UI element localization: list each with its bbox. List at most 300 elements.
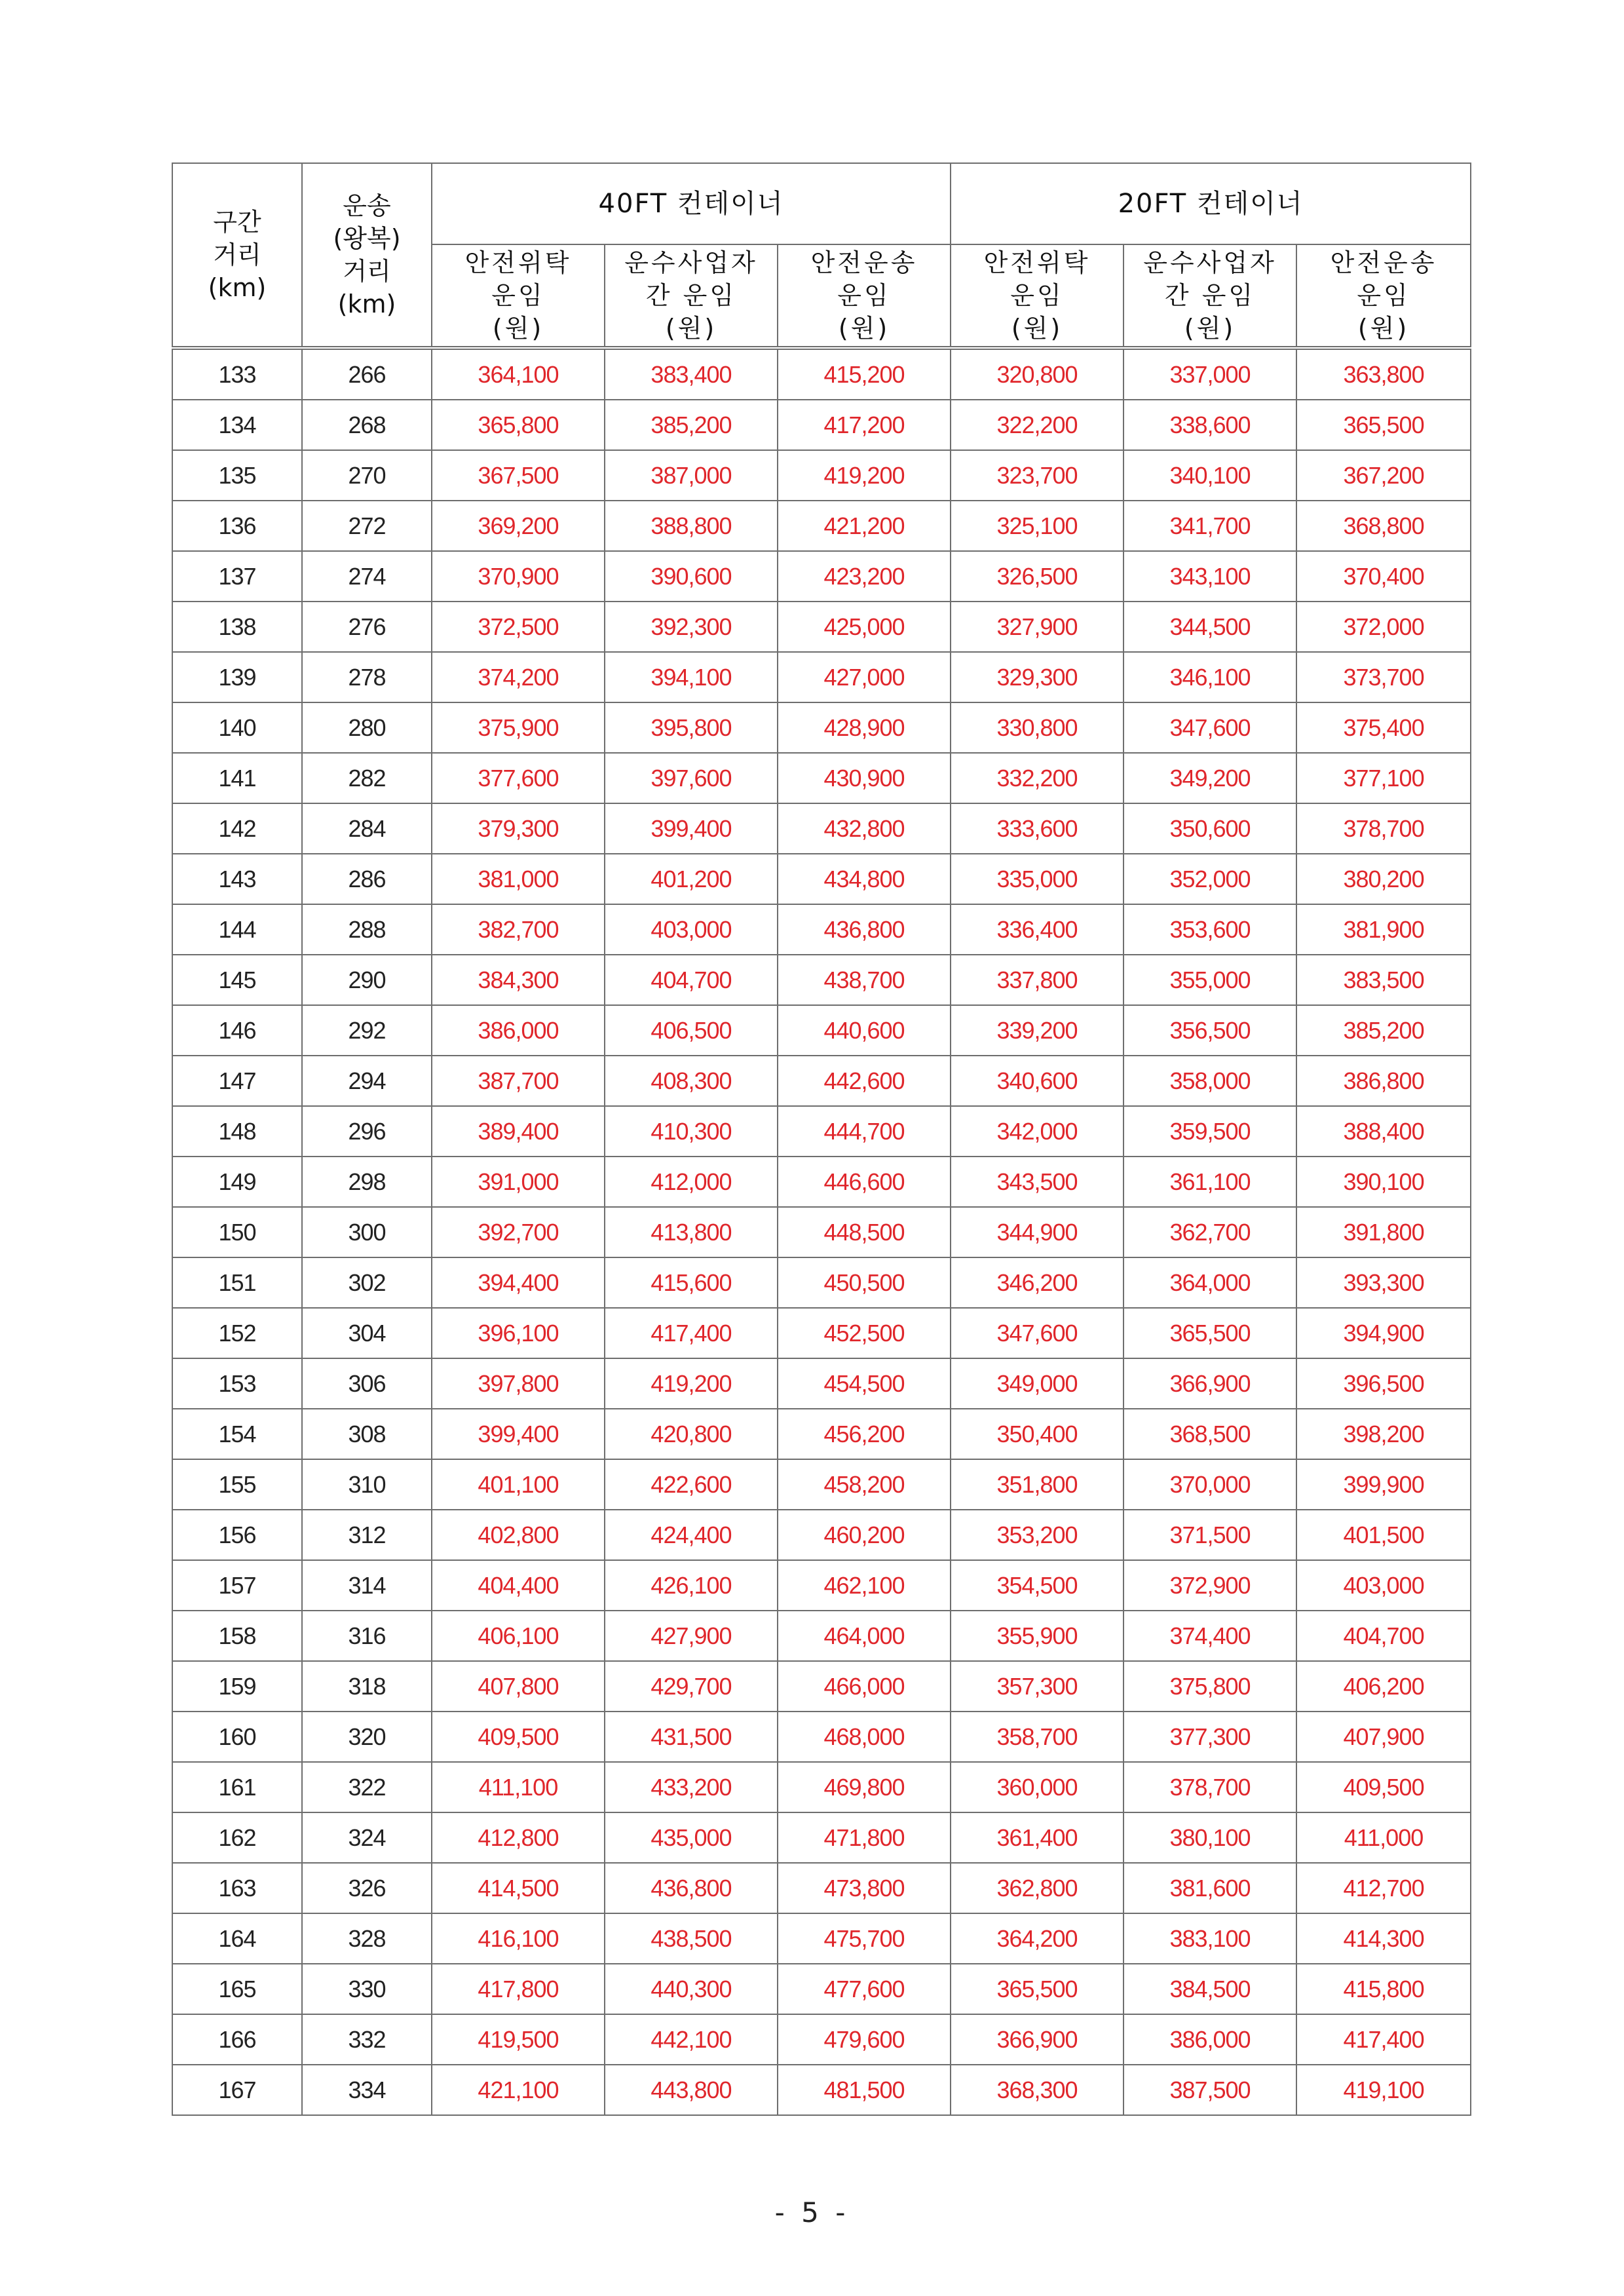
fee-40ft-safe-consignment-cell: 384,300	[432, 955, 605, 1005]
fee-40ft-safe-transport-cell: 450,500	[778, 1257, 951, 1308]
table-row	[172, 1207, 1471, 1257]
section-distance-cell: 157	[172, 1560, 302, 1611]
fee-40ft-inter-carrier-cell: 401,200	[605, 854, 778, 904]
fee-40ft-safe-consignment-cell: 412,800	[432, 1812, 605, 1863]
section-distance-cell: 154	[172, 1409, 302, 1459]
fee-20ft-safe-consignment-cell: 347,600	[951, 1308, 1124, 1358]
fee-20ft-safe-transport-cell: 394,900	[1296, 1308, 1471, 1358]
transport-distance-cell: 310	[302, 1459, 432, 1510]
fee-40ft-safe-transport-cell: 423,200	[778, 551, 951, 602]
fee-20ft-safe-transport-cell: 407,900	[1296, 1712, 1471, 1762]
table-row	[172, 1913, 1471, 1964]
fee-40ft-inter-carrier-cell: 395,800	[605, 702, 778, 753]
section-distance-cell: 164	[172, 1913, 302, 1964]
table-row	[172, 1005, 1471, 1056]
transport-distance-cell: 314	[302, 1560, 432, 1611]
transport-distance-cell: 286	[302, 854, 432, 904]
fee-40ft-safe-transport-cell: 456,200	[778, 1409, 951, 1459]
transport-distance-cell: 308	[302, 1409, 432, 1459]
section-distance-cell: 161	[172, 1762, 302, 1812]
table-row	[172, 1106, 1471, 1157]
transport-distance-cell: 302	[302, 1257, 432, 1308]
fee-20ft-inter-carrier-cell: 350,600	[1124, 803, 1296, 854]
fee-40ft-inter-carrier-cell: 435,000	[605, 1812, 778, 1863]
fee-40ft-safe-transport-cell: 442,600	[778, 1056, 951, 1106]
fee-40ft-safe-transport-cell: 430,900	[778, 753, 951, 803]
fee-40ft-safe-transport-cell: 452,500	[778, 1308, 951, 1358]
fee-20ft-safe-transport-cell: 377,100	[1296, 753, 1471, 803]
fee-20ft-inter-carrier-cell: 374,400	[1124, 1611, 1296, 1661]
fee-40ft-safe-consignment-cell: 407,800	[432, 1661, 605, 1712]
transport-distance-cell: 330	[302, 1964, 432, 2014]
fee-20ft-inter-carrier-cell: 338,600	[1124, 400, 1296, 450]
fee-40ft-inter-carrier-cell: 443,800	[605, 2065, 778, 2115]
section-distance-cell: 134	[172, 400, 302, 450]
table-row	[172, 1358, 1471, 1409]
fee-40ft-safe-consignment-cell: 404,400	[432, 1560, 605, 1611]
fee-20ft-safe-transport-cell: 365,500	[1296, 400, 1471, 450]
fee-20ft-safe-consignment-cell: 362,800	[951, 1863, 1124, 1913]
section-distance-cell: 155	[172, 1459, 302, 1510]
fee-20ft-safe-consignment-cell: 333,600	[951, 803, 1124, 854]
section-distance-cell: 147	[172, 1056, 302, 1106]
fee-20ft-safe-consignment-cell: 365,500	[951, 1964, 1124, 2014]
fee-40ft-safe-consignment-cell: 370,900	[432, 551, 605, 602]
section-distance-cell: 156	[172, 1510, 302, 1560]
transport-distance-cell: 270	[302, 450, 432, 501]
fee-40ft-inter-carrier-cell: 417,400	[605, 1308, 778, 1358]
fee-40ft-safe-transport-cell: 462,100	[778, 1560, 951, 1611]
header-20ft-safe-transport-fare: 안전운송 운임 (원)	[1296, 244, 1471, 348]
fee-20ft-safe-consignment-cell: 335,000	[951, 854, 1124, 904]
fee-20ft-safe-transport-cell: 419,100	[1296, 2065, 1471, 2115]
table-row	[172, 955, 1471, 1005]
transport-distance-cell: 266	[302, 348, 432, 400]
header-40ft-safe-transport-fare: 안전운송 운임 (원)	[778, 244, 951, 348]
transport-distance-cell: 292	[302, 1005, 432, 1056]
fee-20ft-safe-consignment-cell: 343,500	[951, 1157, 1124, 1207]
table-body	[172, 348, 1471, 2115]
transport-distance-cell: 334	[302, 2065, 432, 2115]
fee-40ft-safe-consignment-cell: 389,400	[432, 1106, 605, 1157]
transport-distance-cell: 306	[302, 1358, 432, 1409]
fee-40ft-safe-consignment-cell: 397,800	[432, 1358, 605, 1409]
fee-40ft-safe-transport-cell: 458,200	[778, 1459, 951, 1510]
fee-20ft-safe-consignment-cell: 344,900	[951, 1207, 1124, 1257]
fee-20ft-inter-carrier-cell: 344,500	[1124, 602, 1296, 652]
fee-40ft-safe-transport-cell: 425,000	[778, 602, 951, 652]
fee-20ft-inter-carrier-cell: 340,100	[1124, 450, 1296, 501]
fee-20ft-safe-transport-cell: 412,700	[1296, 1863, 1471, 1913]
section-distance-cell: 143	[172, 854, 302, 904]
transport-distance-cell: 324	[302, 1812, 432, 1863]
table-row	[172, 753, 1471, 803]
fee-40ft-inter-carrier-cell: 431,500	[605, 1712, 778, 1762]
fee-20ft-safe-consignment-cell: 340,600	[951, 1056, 1124, 1106]
fee-40ft-safe-consignment-cell: 399,400	[432, 1409, 605, 1459]
header-section-distance: 구간 거리 (km)	[172, 163, 302, 348]
fee-20ft-safe-consignment-cell: 342,000	[951, 1106, 1124, 1157]
fee-40ft-safe-consignment-cell: 391,000	[432, 1157, 605, 1207]
fee-40ft-inter-carrier-cell: 420,800	[605, 1409, 778, 1459]
fee-40ft-inter-carrier-cell: 429,700	[605, 1661, 778, 1712]
fee-20ft-inter-carrier-cell: 347,600	[1124, 702, 1296, 753]
section-distance-cell: 151	[172, 1257, 302, 1308]
header-group-40ft: 40FT 컨테이너	[432, 163, 951, 244]
fee-40ft-safe-consignment-cell: 375,900	[432, 702, 605, 753]
fee-20ft-safe-transport-cell: 414,300	[1296, 1913, 1471, 1964]
fee-20ft-safe-transport-cell: 381,900	[1296, 904, 1471, 955]
fee-40ft-inter-carrier-cell: 426,100	[605, 1560, 778, 1611]
fee-40ft-safe-consignment-cell: 379,300	[432, 803, 605, 854]
table-row	[172, 551, 1471, 602]
fee-40ft-safe-consignment-cell: 367,500	[432, 450, 605, 501]
fee-40ft-safe-transport-cell: 479,600	[778, 2014, 951, 2065]
fee-20ft-safe-transport-cell: 415,800	[1296, 1964, 1471, 2014]
fee-20ft-inter-carrier-cell: 355,000	[1124, 955, 1296, 1005]
fee-20ft-safe-transport-cell: 417,400	[1296, 2014, 1471, 2065]
fee-40ft-safe-consignment-cell: 377,600	[432, 753, 605, 803]
fee-40ft-inter-carrier-cell: 399,400	[605, 803, 778, 854]
fee-40ft-safe-transport-cell: 475,700	[778, 1913, 951, 1964]
section-distance-cell: 167	[172, 2065, 302, 2115]
fee-40ft-inter-carrier-cell: 424,400	[605, 1510, 778, 1560]
table-row	[172, 1257, 1471, 1308]
fee-40ft-inter-carrier-cell: 387,000	[605, 450, 778, 501]
table-row	[172, 1459, 1471, 1510]
fee-20ft-inter-carrier-cell: 384,500	[1124, 1964, 1296, 2014]
fee-20ft-safe-consignment-cell: 322,200	[951, 400, 1124, 450]
fee-20ft-inter-carrier-cell: 366,900	[1124, 1358, 1296, 1409]
section-distance-cell: 153	[172, 1358, 302, 1409]
section-distance-cell: 140	[172, 702, 302, 753]
fee-20ft-safe-consignment-cell: 361,400	[951, 1812, 1124, 1863]
fee-20ft-safe-consignment-cell: 332,200	[951, 753, 1124, 803]
fee-20ft-safe-consignment-cell: 368,300	[951, 2065, 1124, 2115]
section-distance-cell: 149	[172, 1157, 302, 1207]
fee-20ft-safe-consignment-cell: 355,900	[951, 1611, 1124, 1661]
table-row	[172, 1712, 1471, 1762]
fee-20ft-safe-consignment-cell: 353,200	[951, 1510, 1124, 1560]
fee-20ft-safe-transport-cell: 399,900	[1296, 1459, 1471, 1510]
fee-20ft-safe-transport-cell: 404,700	[1296, 1611, 1471, 1661]
fee-40ft-inter-carrier-cell: 410,300	[605, 1106, 778, 1157]
fee-20ft-inter-carrier-cell: 378,700	[1124, 1762, 1296, 1812]
header-transport-distance: 운송 (왕복) 거리 (km)	[302, 163, 432, 348]
fee-40ft-inter-carrier-cell: 440,300	[605, 1964, 778, 2014]
fee-40ft-inter-carrier-cell: 438,500	[605, 1913, 778, 1964]
transport-distance-cell: 320	[302, 1712, 432, 1762]
fee-40ft-inter-carrier-cell: 413,800	[605, 1207, 778, 1257]
transport-distance-cell: 318	[302, 1661, 432, 1712]
transport-distance-cell: 316	[302, 1611, 432, 1661]
fee-20ft-safe-transport-cell: 403,000	[1296, 1560, 1471, 1611]
section-distance-cell: 133	[172, 348, 302, 400]
fee-20ft-inter-carrier-cell: 353,600	[1124, 904, 1296, 955]
fee-20ft-safe-transport-cell: 391,800	[1296, 1207, 1471, 1257]
transport-distance-cell: 276	[302, 602, 432, 652]
fee-40ft-safe-transport-cell: 428,900	[778, 702, 951, 753]
fee-40ft-safe-consignment-cell: 417,800	[432, 1964, 605, 2014]
header-40ft-safe-consignment-fare: 안전위탁 운임 (원)	[432, 244, 605, 348]
fee-20ft-safe-transport-cell: 385,200	[1296, 1005, 1471, 1056]
section-distance-cell: 135	[172, 450, 302, 501]
fee-20ft-inter-carrier-cell: 346,100	[1124, 652, 1296, 702]
fee-40ft-inter-carrier-cell: 412,000	[605, 1157, 778, 1207]
fee-20ft-safe-transport-cell: 396,500	[1296, 1358, 1471, 1409]
section-distance-cell: 145	[172, 955, 302, 1005]
fee-40ft-safe-transport-cell: 469,800	[778, 1762, 951, 1812]
transport-distance-cell: 284	[302, 803, 432, 854]
fee-20ft-safe-consignment-cell: 350,400	[951, 1409, 1124, 1459]
fee-20ft-inter-carrier-cell: 365,500	[1124, 1308, 1296, 1358]
fee-40ft-safe-consignment-cell: 382,700	[432, 904, 605, 955]
table-row	[172, 1056, 1471, 1106]
fee-20ft-safe-transport-cell: 370,400	[1296, 551, 1471, 602]
fee-20ft-safe-transport-cell: 383,500	[1296, 955, 1471, 1005]
fee-20ft-inter-carrier-cell: 364,000	[1124, 1257, 1296, 1308]
fee-40ft-safe-consignment-cell: 401,100	[432, 1459, 605, 1510]
fee-40ft-safe-consignment-cell: 386,000	[432, 1005, 605, 1056]
fee-40ft-safe-transport-cell: 468,000	[778, 1712, 951, 1762]
fee-20ft-safe-consignment-cell: 330,800	[951, 702, 1124, 753]
fee-20ft-safe-consignment-cell: 354,500	[951, 1560, 1124, 1611]
transport-distance-cell: 288	[302, 904, 432, 955]
fee-40ft-safe-transport-cell: 419,200	[778, 450, 951, 501]
transport-distance-cell: 296	[302, 1106, 432, 1157]
fee-20ft-safe-transport-cell: 388,400	[1296, 1106, 1471, 1157]
section-distance-cell: 148	[172, 1106, 302, 1157]
fee-40ft-inter-carrier-cell: 385,200	[605, 400, 778, 450]
section-distance-cell: 166	[172, 2014, 302, 2065]
transport-distance-cell: 282	[302, 753, 432, 803]
table-row	[172, 702, 1471, 753]
fee-20ft-safe-transport-cell: 401,500	[1296, 1510, 1471, 1560]
section-distance-cell: 163	[172, 1863, 302, 1913]
table-row	[172, 1308, 1471, 1358]
fee-20ft-safe-consignment-cell: 337,800	[951, 955, 1124, 1005]
table-row	[172, 1510, 1471, 1560]
fee-40ft-safe-consignment-cell: 364,100	[432, 348, 605, 400]
fee-40ft-safe-transport-cell: 460,200	[778, 1510, 951, 1560]
fee-20ft-safe-transport-cell: 368,800	[1296, 501, 1471, 551]
section-distance-cell: 142	[172, 803, 302, 854]
fee-20ft-safe-consignment-cell: 339,200	[951, 1005, 1124, 1056]
freight-rate-table	[172, 163, 1471, 2116]
fee-20ft-inter-carrier-cell: 368,500	[1124, 1409, 1296, 1459]
fee-20ft-safe-transport-cell: 372,000	[1296, 602, 1471, 652]
section-distance-cell: 152	[172, 1308, 302, 1358]
fee-40ft-safe-transport-cell: 448,500	[778, 1207, 951, 1257]
fee-20ft-inter-carrier-cell: 381,600	[1124, 1863, 1296, 1913]
section-distance-cell: 138	[172, 602, 302, 652]
fee-40ft-inter-carrier-cell: 422,600	[605, 1459, 778, 1510]
fee-40ft-safe-consignment-cell: 416,100	[432, 1913, 605, 1964]
transport-distance-cell: 294	[302, 1056, 432, 1106]
transport-distance-cell: 326	[302, 1863, 432, 1913]
fee-40ft-inter-carrier-cell: 392,300	[605, 602, 778, 652]
fee-40ft-inter-carrier-cell: 442,100	[605, 2014, 778, 2065]
fee-20ft-inter-carrier-cell: 380,100	[1124, 1812, 1296, 1863]
fee-20ft-safe-consignment-cell: 349,000	[951, 1358, 1124, 1409]
table-row	[172, 450, 1471, 501]
section-distance-cell: 146	[172, 1005, 302, 1056]
fee-40ft-inter-carrier-cell: 408,300	[605, 1056, 778, 1106]
section-distance-cell: 141	[172, 753, 302, 803]
table-row	[172, 904, 1471, 955]
fee-20ft-inter-carrier-cell: 371,500	[1124, 1510, 1296, 1560]
table-row	[172, 1409, 1471, 1459]
table-row	[172, 348, 1471, 400]
fee-20ft-safe-consignment-cell: 325,100	[951, 501, 1124, 551]
fee-20ft-safe-consignment-cell: 357,300	[951, 1661, 1124, 1712]
fee-40ft-inter-carrier-cell: 406,500	[605, 1005, 778, 1056]
transport-distance-cell: 274	[302, 551, 432, 602]
fee-20ft-safe-consignment-cell: 329,300	[951, 652, 1124, 702]
transport-distance-cell: 332	[302, 2014, 432, 2065]
fee-20ft-inter-carrier-cell: 370,000	[1124, 1459, 1296, 1510]
fee-40ft-safe-consignment-cell: 372,500	[432, 602, 605, 652]
fee-40ft-inter-carrier-cell: 390,600	[605, 551, 778, 602]
fee-20ft-safe-consignment-cell: 364,200	[951, 1913, 1124, 1964]
table-row	[172, 2065, 1471, 2115]
fee-40ft-safe-consignment-cell: 394,400	[432, 1257, 605, 1308]
table-row	[172, 501, 1471, 551]
table-row	[172, 400, 1471, 450]
fee-40ft-safe-consignment-cell: 421,100	[432, 2065, 605, 2115]
fee-40ft-safe-transport-cell: 421,200	[778, 501, 951, 551]
fee-40ft-safe-transport-cell: 415,200	[778, 348, 951, 400]
fee-40ft-inter-carrier-cell: 388,800	[605, 501, 778, 551]
fee-40ft-safe-transport-cell: 454,500	[778, 1358, 951, 1409]
fee-20ft-safe-consignment-cell: 323,700	[951, 450, 1124, 501]
fee-40ft-safe-transport-cell: 464,000	[778, 1611, 951, 1661]
fee-40ft-safe-transport-cell: 446,600	[778, 1157, 951, 1207]
fee-20ft-safe-consignment-cell: 326,500	[951, 551, 1124, 602]
fee-20ft-safe-transport-cell: 378,700	[1296, 803, 1471, 854]
fee-40ft-safe-transport-cell: 471,800	[778, 1812, 951, 1863]
table-row	[172, 652, 1471, 702]
fee-40ft-safe-transport-cell: 432,800	[778, 803, 951, 854]
fee-20ft-inter-carrier-cell: 359,500	[1124, 1106, 1296, 1157]
fee-40ft-inter-carrier-cell: 397,600	[605, 753, 778, 803]
transport-distance-cell: 268	[302, 400, 432, 450]
fee-20ft-inter-carrier-cell: 387,500	[1124, 2065, 1296, 2115]
fee-20ft-safe-consignment-cell: 351,800	[951, 1459, 1124, 1510]
transport-distance-cell: 322	[302, 1762, 432, 1812]
transport-distance-cell: 328	[302, 1913, 432, 1964]
section-distance-cell: 136	[172, 501, 302, 551]
fee-40ft-inter-carrier-cell: 394,100	[605, 652, 778, 702]
fee-40ft-safe-consignment-cell: 419,500	[432, 2014, 605, 2065]
transport-distance-cell: 278	[302, 652, 432, 702]
fee-40ft-safe-transport-cell: 481,500	[778, 2065, 951, 2115]
transport-distance-cell: 312	[302, 1510, 432, 1560]
table-row	[172, 854, 1471, 904]
fee-20ft-safe-transport-cell: 398,200	[1296, 1409, 1471, 1459]
fee-20ft-safe-transport-cell: 380,200	[1296, 854, 1471, 904]
fee-40ft-safe-transport-cell: 466,000	[778, 1661, 951, 1712]
table-row	[172, 1863, 1471, 1913]
table-row	[172, 1560, 1471, 1611]
fee-20ft-inter-carrier-cell: 375,800	[1124, 1661, 1296, 1712]
fee-20ft-inter-carrier-cell: 352,000	[1124, 854, 1296, 904]
fee-20ft-inter-carrier-cell: 372,900	[1124, 1560, 1296, 1611]
fee-40ft-safe-consignment-cell: 406,100	[432, 1611, 605, 1661]
fee-40ft-safe-consignment-cell: 392,700	[432, 1207, 605, 1257]
transport-distance-cell: 298	[302, 1157, 432, 1207]
fee-40ft-safe-transport-cell: 434,800	[778, 854, 951, 904]
table-row	[172, 1762, 1471, 1812]
table-row	[172, 1611, 1471, 1661]
fee-40ft-safe-consignment-cell: 365,800	[432, 400, 605, 450]
fee-40ft-safe-consignment-cell: 414,500	[432, 1863, 605, 1913]
table-row	[172, 1157, 1471, 1207]
fee-40ft-safe-transport-cell: 436,800	[778, 904, 951, 955]
fee-40ft-safe-consignment-cell: 369,200	[432, 501, 605, 551]
fee-20ft-safe-consignment-cell: 358,700	[951, 1712, 1124, 1762]
transport-distance-cell: 304	[302, 1308, 432, 1358]
fee-40ft-inter-carrier-cell: 436,800	[605, 1863, 778, 1913]
section-distance-cell: 139	[172, 652, 302, 702]
table-row	[172, 602, 1471, 652]
page-number: - 5 -	[774, 2196, 850, 2229]
fee-20ft-inter-carrier-cell: 358,000	[1124, 1056, 1296, 1106]
table-header	[172, 163, 1471, 348]
fee-20ft-inter-carrier-cell: 356,500	[1124, 1005, 1296, 1056]
fee-40ft-safe-consignment-cell: 402,800	[432, 1510, 605, 1560]
section-distance-cell: 144	[172, 904, 302, 955]
header-20ft-inter-carrier-fare: 운수사업자 간 운임 (원)	[1124, 244, 1296, 348]
fee-20ft-safe-transport-cell: 393,300	[1296, 1257, 1471, 1308]
fee-40ft-safe-consignment-cell: 381,000	[432, 854, 605, 904]
fee-40ft-inter-carrier-cell: 427,900	[605, 1611, 778, 1661]
section-distance-cell: 150	[172, 1207, 302, 1257]
fee-40ft-safe-consignment-cell: 387,700	[432, 1056, 605, 1106]
fee-20ft-safe-consignment-cell: 320,800	[951, 348, 1124, 400]
fee-20ft-safe-transport-cell: 406,200	[1296, 1661, 1471, 1712]
header-20ft-safe-consignment-fare: 안전위탁 운임 (원)	[951, 244, 1124, 348]
fee-20ft-safe-consignment-cell: 336,400	[951, 904, 1124, 955]
section-distance-cell: 159	[172, 1661, 302, 1712]
fee-40ft-inter-carrier-cell: 383,400	[605, 348, 778, 400]
transport-distance-cell: 280	[302, 702, 432, 753]
fee-40ft-safe-transport-cell: 427,000	[778, 652, 951, 702]
fee-40ft-inter-carrier-cell: 419,200	[605, 1358, 778, 1409]
fee-20ft-safe-consignment-cell: 360,000	[951, 1762, 1124, 1812]
table-row	[172, 803, 1471, 854]
fee-20ft-inter-carrier-cell: 362,700	[1124, 1207, 1296, 1257]
section-distance-cell: 137	[172, 551, 302, 602]
fee-20ft-safe-transport-cell: 386,800	[1296, 1056, 1471, 1106]
transport-distance-cell: 290	[302, 955, 432, 1005]
table-row	[172, 1661, 1471, 1712]
section-distance-cell: 162	[172, 1812, 302, 1863]
fee-40ft-inter-carrier-cell: 415,600	[605, 1257, 778, 1308]
fee-20ft-safe-transport-cell: 411,000	[1296, 1812, 1471, 1863]
fee-40ft-safe-transport-cell: 444,700	[778, 1106, 951, 1157]
transport-distance-cell: 300	[302, 1207, 432, 1257]
fee-40ft-safe-transport-cell: 440,600	[778, 1005, 951, 1056]
header-40ft-inter-carrier-fare: 운수사업자 간 운임 (원)	[605, 244, 778, 348]
fee-40ft-safe-consignment-cell: 409,500	[432, 1712, 605, 1762]
fee-20ft-safe-transport-cell: 363,800	[1296, 348, 1471, 400]
fee-40ft-safe-transport-cell: 477,600	[778, 1964, 951, 2014]
fee-20ft-safe-transport-cell: 390,100	[1296, 1157, 1471, 1207]
fee-20ft-safe-consignment-cell: 327,900	[951, 602, 1124, 652]
fee-40ft-safe-consignment-cell: 374,200	[432, 652, 605, 702]
table-row	[172, 2014, 1471, 2065]
